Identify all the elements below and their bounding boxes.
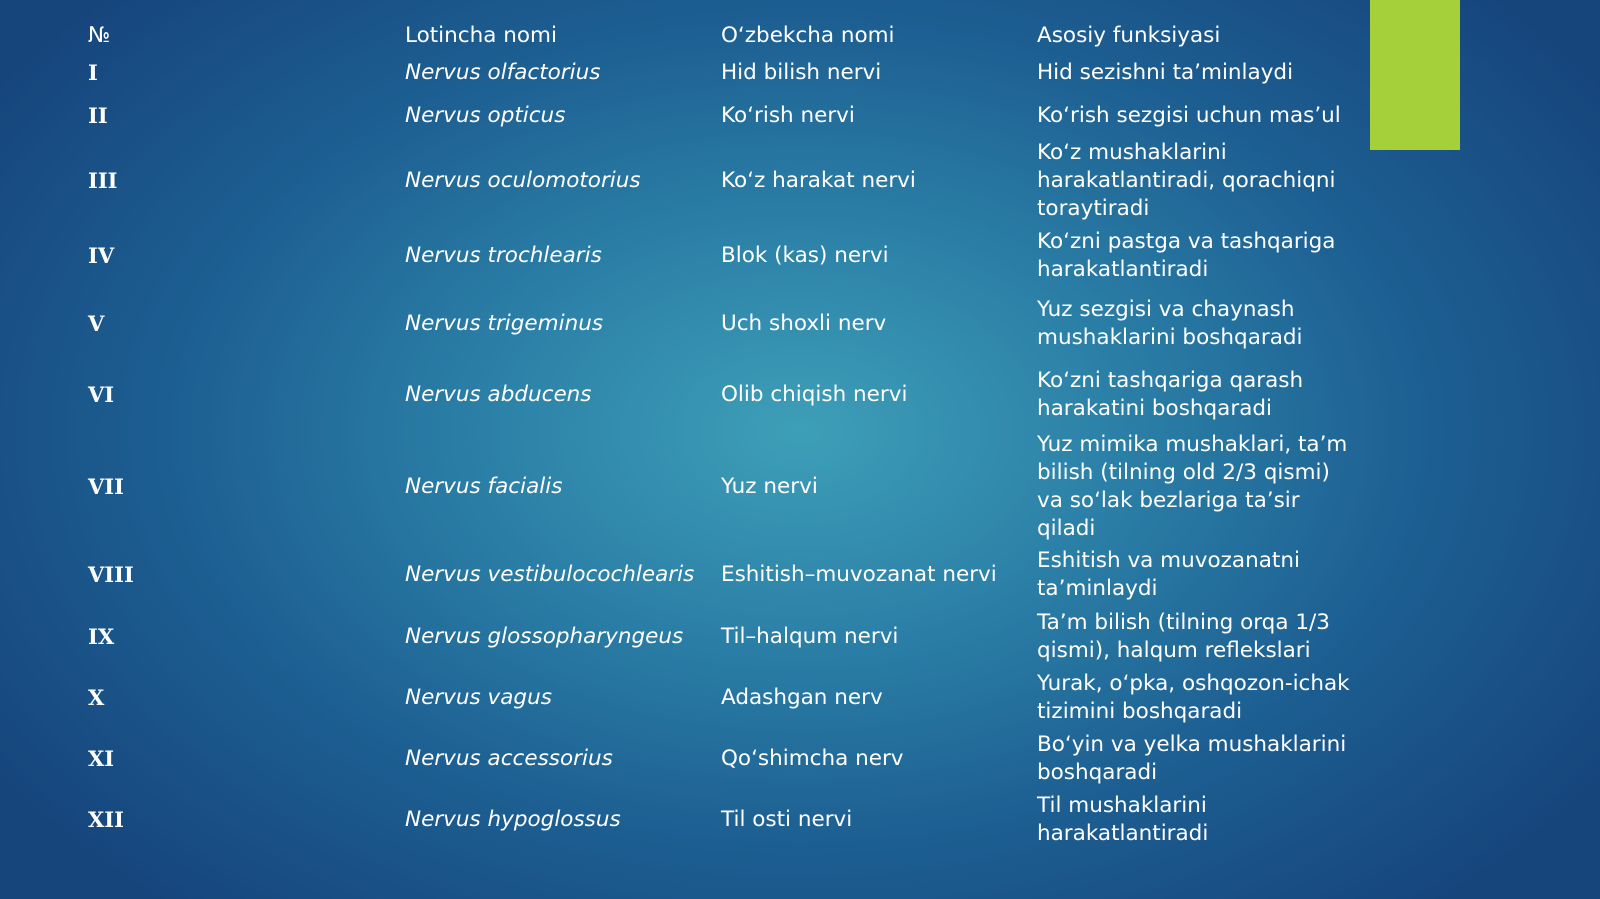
nerve-latin-name: Nervus olfactorius (405, 60, 601, 85)
nerve-number: I (88, 60, 98, 85)
nerve-function: Yuz mimika mushaklari, ta’m bilish (tilning old 2/3 qismi) va so‘lak bezlariga ta’sir qiladi (1037, 431, 1348, 541)
nerve-function: Yuz sezgisi va chaynash mushaklarini boshqaradi (1037, 296, 1303, 350)
header-uzbek-name: O‘zbekcha nomi (721, 23, 895, 48)
nerve-function: Ta’m bilish (tilning orqa 1/3 qismi), halqum reflekslari (1037, 609, 1330, 663)
nerve-latin-name: Nervus abducens (405, 381, 592, 407)
table-row (88, 606, 1358, 667)
nerve-uzbek-name: Adashgan nerv (721, 684, 883, 710)
nerve-latin-name: Nervus trochlearis (405, 243, 602, 268)
table-row (88, 224, 1358, 288)
nerve-function: Ko‘rish sezgisi uchun mas’ul (1037, 103, 1341, 128)
header-main-function: Asosiy funksiyasi (1037, 23, 1221, 48)
nerve-number: VIII (88, 561, 134, 587)
nerve-function: Ko‘zni pastga va tashqariga harakatlantiradi (1037, 229, 1336, 282)
header-number: № (88, 23, 111, 48)
nerve-uzbek-name: Ko‘rish nervi (721, 103, 855, 128)
nerve-uzbek-name: Eshitish–muvozanat nervi (721, 561, 997, 587)
table-row (88, 789, 1358, 850)
nerve-latin-name: Nervus trigeminus (405, 310, 604, 336)
nerve-number: V (88, 310, 105, 336)
table-row (88, 52, 1358, 94)
nerve-number: IV (88, 243, 115, 268)
nerve-latin-name: Nervus vestibulocochlearis (405, 561, 695, 587)
nerve-number: II (88, 103, 108, 128)
header-latin-name: Lotincha nomi (405, 23, 557, 48)
nerve-latin-name: Nervus hypoglossus (405, 806, 621, 832)
table-header-row (88, 20, 1358, 52)
nerve-number: XI (88, 745, 115, 771)
table-row (88, 667, 1358, 728)
nerve-latin-name: Nervus glossopharyngeus (405, 623, 684, 649)
nerve-latin-name: Nervus facialis (405, 473, 563, 499)
table-row (88, 728, 1358, 789)
nerve-uzbek-name: Uch shoxli nerv (721, 310, 887, 336)
table-row (88, 288, 1358, 359)
nerve-latin-name: Nervus oculomotorius (405, 168, 641, 193)
nerve-uzbek-name: Hid bilish nervi (721, 60, 882, 85)
nerve-latin-name: Nervus vagus (405, 684, 552, 710)
nerve-function: Til mushaklarini harakatlantiradi (1037, 792, 1209, 846)
nerve-uzbek-name: Til–halqum nervi (721, 623, 899, 649)
nerve-uzbek-name: Olib chiqish nervi (721, 381, 908, 407)
table-row (88, 359, 1358, 430)
table-row (88, 543, 1358, 606)
table-row (88, 430, 1358, 543)
table-row (88, 94, 1358, 138)
table-row (88, 138, 1358, 224)
nerve-function: Bo‘yin va yelka mushaklarini boshqaradi (1037, 731, 1347, 785)
nerve-uzbek-name: Ko‘z harakat nervi (721, 168, 916, 193)
nerve-uzbek-name: Blok (kas) nervi (721, 243, 889, 268)
nerve-uzbek-name: Til osti nervi (721, 806, 853, 832)
nerve-function: Yurak, o‘pka, oshqozon-ichak tizimini boshqaradi (1037, 670, 1350, 724)
nerve-number: IX (88, 623, 115, 649)
nerve-function: Eshitish va muvozanatni ta’minlaydi (1037, 547, 1300, 601)
nerve-function: Hid sezishni ta’minlaydi (1037, 60, 1294, 85)
cranial-nerves-table (88, 20, 1358, 850)
nerve-latin-name: Nervus opticus (405, 103, 566, 128)
nerve-number: III (88, 168, 118, 193)
nerve-function: Ko‘z mushaklarini harakatlantiradi, qorachiqni toraytiradi (1037, 140, 1336, 221)
nerve-number: X (88, 684, 105, 710)
nerve-latin-name: Nervus accessorius (405, 745, 613, 771)
nerve-number: VII (88, 473, 124, 499)
nerve-uzbek-name: Yuz nervi (721, 473, 818, 499)
nerve-number: XII (88, 806, 124, 832)
accent-bar (1370, 0, 1460, 150)
nerve-uzbek-name: Qo‘shimcha nerv (721, 745, 904, 771)
nerve-number: VI (88, 381, 115, 407)
nerve-function: Ko‘zni tashqariga qarash harakatini boshqaradi (1037, 367, 1304, 421)
